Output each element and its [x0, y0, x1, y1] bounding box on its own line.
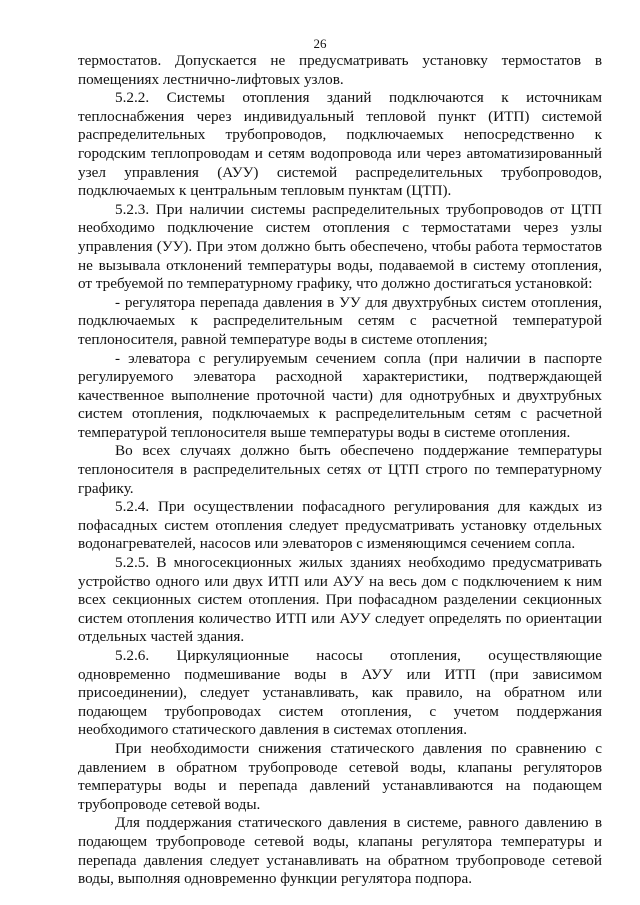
- paragraph-5-2-6: 5.2.6. Циркуляционные насосы отопления, осуществляющие одновременно подмешивание воды в АУУ или ИТП (при зависимом присоединении), следует устанавливать, как правило, на обратном или подающем трубопроводах систем отопления, с учетом поддержания необходимого статического давления в системах отопления.: [78, 647, 602, 739]
- paragraph-all-cases: Во всех случаях должно быть обеспечено поддержание температуры теплоносителя в распределительных сетях от ЦТП строго по температурному графику.: [78, 442, 602, 497]
- paragraph-5-2-4: 5.2.4. При осуществлении пофасадного регулирования для каждых из пофасадных систем отопления следует предусматривать установку отдельных водонагревателей, насосов или элеваторов с изменяющимся сечением сопла.: [78, 498, 602, 553]
- paragraph-5-2-2: 5.2.2. Системы отопления зданий подключаются к источникам теплоснабжения через индивидуальный тепловой пункт (ИТП) системой распределительных трубопроводов, подключаемых непосредственно к городским теплопроводам и сетям водопровода или через автоматизированный узел управления (АУУ) системой распределительных трубопроводов, подключаемых к центральным тепловым пунктам (ЦТП).: [78, 89, 602, 200]
- paragraph-5-2-3: 5.2.3. При наличии системы распределительных трубопроводов от ЦТП необходимо подключение систем отопления с термостатами через узлы управления (УУ). При этом должно быть обеспечено, чтобы работа термостатов не вызывала отклонений температуры воды, подаваемой в систему отопления, от требуемой по температурному графику, что должно достигаться установкой:: [78, 200, 602, 293]
- list-item-pressure-regulator: - регулятора перепада давления в УУ для двухтрубных систем отопления, подключаемых к распределительным сетям с расчетной температурой теплоносителя, равной температуре воды в системе отопления;: [78, 293, 602, 348]
- paragraph-continuation: термостатов. Допускается не предусматривать установку термостатов в помещениях лестнично-лифтовых узлов.: [78, 52, 602, 88]
- paragraph-static-pressure-reduction: При необходимости снижения статического давления по сравнению с давлением в обратном трубопроводе сетевой воды, клапаны регуляторов температуры воды и перепада давлений устанавливаются на подающем трубопроводе сетевой воды.: [78, 739, 602, 813]
- page-number: 26: [313, 36, 327, 51]
- document-body: [78, 52, 602, 889]
- list-item-elevator: - элеватора с регулируемым сечением сопла (при наличии в паспорте регулируемого элеватора расходной характеристики, подтверждающей качественное выполнение проточной части) для однотрубных и двухтрубных систем отопления, подключаемых к распределительным сетям с расчетной температурой теплоносителя выше температуры воды в системе отопления.: [78, 349, 602, 441]
- paragraph-5-2-5: 5.2.5. В многосекционных жилых зданиях необходимо предусматривать устройство одного или двух ИТП или АУУ на весь дом с подключением к ним всех секционных систем отопления. При пофасадном разделении секционных систем отопления количество ИТП или АУУ следует определять по ориентации отдельных частей здания.: [78, 554, 602, 646]
- paragraph-static-pressure-maintenance: Для поддержания статического давления в системе, равного давлению в подающем трубопроводе сетевой воды, клапаны регулятора температуры и перепада давления следует устанавливать на обратном трубопроводе сетевой воды, выполняя одновременно функции регулятора подпора.: [78, 814, 602, 888]
